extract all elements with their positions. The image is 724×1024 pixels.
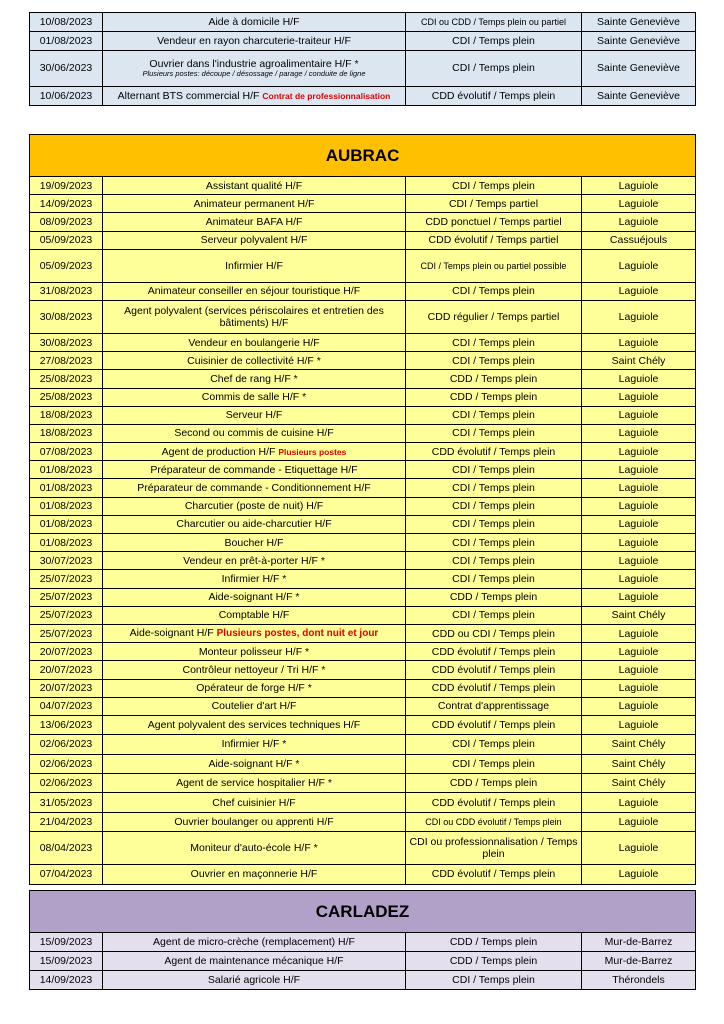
- table-row: [30, 534, 696, 552]
- contract-cell: CDI ou CDD évolutif / Temps plein: [406, 812, 582, 831]
- job-title: Vendeur en boulangerie H/F: [188, 336, 320, 349]
- location-cell: Laguiole: [582, 832, 696, 865]
- table-aubrac: [29, 134, 696, 885]
- job-cell: [103, 32, 406, 51]
- date-cell: 02/06/2023: [30, 754, 103, 773]
- contract-cell: CDI / Temps plein: [406, 515, 582, 533]
- table-body: [30, 891, 696, 990]
- location-cell: Sainte Geneviève: [582, 51, 696, 87]
- job-title: Animateur BAFA H/F: [205, 215, 303, 228]
- location-cell: Laguiole: [582, 515, 696, 533]
- job-cell: [103, 352, 406, 370]
- job-title: Serveur polyvalent H/F: [200, 234, 308, 247]
- location-cell: Laguiole: [582, 195, 696, 213]
- job-cell: [103, 971, 406, 990]
- date-cell: 30/08/2023: [30, 333, 103, 351]
- job-cell: [103, 87, 406, 106]
- job-highlight-note: Plusieurs postes: [278, 446, 347, 457]
- job-title: Ouvrier dans l'industrie agroalimentaire H/F *: [149, 58, 359, 71]
- date-cell: 30/08/2023: [30, 300, 103, 333]
- job-cell: [103, 249, 406, 282]
- contract-cell: CDI / Temps plein: [406, 735, 582, 754]
- date-cell: 20/07/2023: [30, 643, 103, 661]
- location-cell: Saint Chély: [582, 754, 696, 773]
- contract-cell: CDD évolutif / Temps plein: [406, 679, 582, 697]
- table-row: [30, 606, 696, 624]
- contract-cell: CDI ou CDD / Temps plein ou partiel: [406, 13, 582, 32]
- table-row: [30, 13, 696, 32]
- contract-cell: CDD / Temps plein: [406, 588, 582, 606]
- job-title: Agent de maintenance mécanique H/F: [164, 954, 344, 967]
- table-body: [30, 13, 696, 106]
- job-title: Animateur conseiller en séjour touristique H/F: [147, 285, 361, 298]
- table-row: [30, 812, 696, 831]
- table-row: [30, 282, 696, 300]
- date-cell: 25/07/2023: [30, 606, 103, 624]
- date-cell: 27/08/2023: [30, 352, 103, 370]
- contract-cell: CDI / Temps plein: [406, 497, 582, 515]
- table-row: [30, 793, 696, 812]
- contract-cell: CDD ou CDI / Temps plein: [406, 624, 582, 642]
- job-title: Charcutier ou aide-charcutier H/F: [176, 518, 332, 531]
- job-cell: [103, 479, 406, 497]
- contract-cell: CDI / Temps plein: [406, 32, 582, 51]
- job-title: Animateur permanent H/F: [193, 197, 315, 210]
- date-cell: 01/08/2023: [30, 497, 103, 515]
- contract-cell: CDD évolutif / Temps partiel: [406, 231, 582, 249]
- location-cell: Sainte Geneviève: [582, 32, 696, 51]
- contract-cell: CDI / Temps plein: [406, 534, 582, 552]
- date-cell: 02/06/2023: [30, 774, 103, 793]
- table-row: [30, 352, 696, 370]
- job-cell: [103, 793, 406, 812]
- job-cell: [103, 51, 406, 87]
- contract-cell: CDD / Temps plein: [406, 933, 582, 952]
- date-cell: 25/07/2023: [30, 570, 103, 588]
- date-cell: 25/07/2023: [30, 588, 103, 606]
- job-cell: [103, 443, 406, 461]
- contract-cell: CDD évolutif / Temps plein: [406, 87, 582, 106]
- date-cell: 01/08/2023: [30, 32, 103, 51]
- location-cell: Laguiole: [582, 213, 696, 231]
- location-cell: Saint Chély: [582, 774, 696, 793]
- location-cell: Laguiole: [582, 177, 696, 195]
- job-title: Assistant qualité H/F: [205, 179, 303, 192]
- job-title: Alternant BTS commercial H/F: [117, 89, 260, 102]
- contract-cell: CDD évolutif / Temps plein: [406, 443, 582, 461]
- date-cell: 01/08/2023: [30, 534, 103, 552]
- table-row: [30, 231, 696, 249]
- section-title: AUBRAC: [30, 135, 696, 177]
- date-cell: 25/07/2023: [30, 624, 103, 642]
- contract-cell: CDD / Temps plein: [406, 774, 582, 793]
- location-cell: Laguiole: [582, 661, 696, 679]
- job-cell: [103, 865, 406, 884]
- date-cell: 07/08/2023: [30, 443, 103, 461]
- contract-cell: CDD / Temps plein: [406, 388, 582, 406]
- location-cell: Laguiole: [582, 715, 696, 734]
- job-cell: [103, 424, 406, 442]
- job-highlight-note: Contrat de professionnalisation: [262, 90, 391, 101]
- contract-cell: CDI / Temps plein: [406, 424, 582, 442]
- contract-cell: CDD évolutif / Temps plein: [406, 715, 582, 734]
- table-sainte-genevieve: [29, 12, 696, 106]
- job-cell: [103, 195, 406, 213]
- table-row: [30, 952, 696, 971]
- job-title: Moniteur d'auto-école H/F *: [190, 842, 318, 855]
- job-title: Chef cuisinier H/F: [212, 796, 296, 809]
- table-row: [30, 588, 696, 606]
- location-cell: Laguiole: [582, 479, 696, 497]
- location-cell: Laguiole: [582, 300, 696, 333]
- date-cell: 15/09/2023: [30, 933, 103, 952]
- location-cell: Laguiole: [582, 406, 696, 424]
- contract-cell: CDD évolutif / Temps plein: [406, 643, 582, 661]
- job-title: Coutelier d'art H/F: [211, 700, 297, 713]
- job-title: Chef de rang H/F *: [210, 372, 298, 385]
- table-row: [30, 552, 696, 570]
- table-body: [30, 135, 696, 885]
- job-cell: [103, 406, 406, 424]
- job-cell: [103, 497, 406, 515]
- table-row: [30, 865, 696, 884]
- job-title: Agent polyvalent des services techniques H/F: [147, 719, 361, 732]
- contract-cell: CDD ponctuel / Temps partiel: [406, 213, 582, 231]
- date-cell: 05/09/2023: [30, 249, 103, 282]
- date-cell: 07/04/2023: [30, 865, 103, 884]
- job-cell: [103, 213, 406, 231]
- location-cell: Laguiole: [582, 812, 696, 831]
- table-row: [30, 87, 696, 106]
- location-cell: Cassuéjouls: [582, 231, 696, 249]
- job-title: Agent de micro-crèche (remplacement) H/F: [153, 935, 355, 948]
- table-carladez: [29, 890, 696, 990]
- location-cell: Mur-de-Barrez: [582, 952, 696, 971]
- location-cell: Laguiole: [582, 697, 696, 715]
- job-title: Vendeur en rayon charcuterie-traiteur H/F: [157, 34, 351, 47]
- contract-cell: CDI / Temps plein: [406, 570, 582, 588]
- contract-cell: CDD / Temps plein: [406, 370, 582, 388]
- job-cell: [103, 697, 406, 715]
- job-title: Salarié agricole H/F: [207, 973, 301, 986]
- job-cell: [103, 735, 406, 754]
- date-cell: 18/08/2023: [30, 406, 103, 424]
- date-cell: 19/09/2023: [30, 177, 103, 195]
- job-cell: [103, 754, 406, 773]
- table-row: [30, 933, 696, 952]
- job-cell: [103, 952, 406, 971]
- job-title: Infirmier H/F: [225, 259, 283, 272]
- date-cell: 25/08/2023: [30, 388, 103, 406]
- date-cell: 18/08/2023: [30, 424, 103, 442]
- job-title: Cuisinier de collectivité H/F *: [187, 354, 321, 367]
- date-cell: 01/08/2023: [30, 479, 103, 497]
- job-title: Ouvrier en maçonnerie H/F: [190, 868, 318, 881]
- location-cell: Laguiole: [582, 388, 696, 406]
- table-row: [30, 213, 696, 231]
- contract-cell: CDI / Temps partiel: [406, 195, 582, 213]
- job-title: Comptable H/F: [218, 609, 290, 622]
- location-cell: Laguiole: [582, 679, 696, 697]
- contract-cell: CDD évolutif / Temps plein: [406, 793, 582, 812]
- location-cell: Laguiole: [582, 497, 696, 515]
- date-cell: 31/05/2023: [30, 793, 103, 812]
- location-cell: Laguiole: [582, 643, 696, 661]
- location-cell: Thérondels: [582, 971, 696, 990]
- date-cell: 21/04/2023: [30, 812, 103, 831]
- job-title: Commis de salle H/F *: [201, 391, 307, 404]
- job-title: Aide-soignant H/F *: [208, 591, 300, 604]
- job-title: Aide-soignant H/F: [129, 627, 214, 640]
- date-cell: 20/07/2023: [30, 661, 103, 679]
- table-row: [30, 624, 696, 642]
- date-cell: 10/08/2023: [30, 13, 103, 32]
- job-title: Agent de production H/F: [161, 445, 276, 458]
- job-cell: [103, 606, 406, 624]
- job-cell: [103, 661, 406, 679]
- location-cell: Laguiole: [582, 461, 696, 479]
- job-subnote: Plusieurs postes: découpe / désossage / parage / conduite de ligne: [142, 69, 366, 79]
- location-cell: Mur-de-Barrez: [582, 933, 696, 952]
- date-cell: 25/08/2023: [30, 370, 103, 388]
- job-title: Préparateur de commande - Etiquettage H/F: [150, 463, 358, 476]
- job-cell: [103, 388, 406, 406]
- contract-cell: CDI / Temps plein: [406, 606, 582, 624]
- date-cell: 31/08/2023: [30, 282, 103, 300]
- job-cell: [103, 643, 406, 661]
- job-cell: [103, 515, 406, 533]
- job-title: Vendeur en prêt-à-porter H/F *: [183, 554, 325, 567]
- table-row: [30, 515, 696, 533]
- date-cell: 01/08/2023: [30, 515, 103, 533]
- table-row: [30, 697, 696, 715]
- job-cell: [103, 552, 406, 570]
- job-title: Boucher H/F: [224, 536, 284, 549]
- location-cell: Saint Chély: [582, 735, 696, 754]
- job-title: Aide-soignant H/F *: [208, 757, 300, 770]
- job-title: Opérateur de forge H/F *: [196, 682, 312, 695]
- contract-cell: CDD / Temps plein: [406, 952, 582, 971]
- table-row: [30, 177, 696, 195]
- contract-cell: CDI / Temps plein: [406, 754, 582, 773]
- location-cell: Laguiole: [582, 249, 696, 282]
- table-row: [30, 333, 696, 351]
- contract-cell: CDI / Temps plein: [406, 552, 582, 570]
- date-cell: 30/07/2023: [30, 552, 103, 570]
- table-row: [30, 643, 696, 661]
- table-row: [30, 774, 696, 793]
- job-title: Second ou commis de cuisine H/F: [174, 427, 334, 440]
- date-cell: 30/06/2023: [30, 51, 103, 87]
- job-cell: [103, 461, 406, 479]
- location-cell: Laguiole: [582, 552, 696, 570]
- contract-cell: CDI / Temps plein: [406, 282, 582, 300]
- job-cell: [103, 832, 406, 865]
- table-row: [30, 754, 696, 773]
- table-row: [30, 570, 696, 588]
- job-cell: [103, 13, 406, 32]
- location-cell: Laguiole: [582, 424, 696, 442]
- contract-cell: CDI / Temps plein: [406, 479, 582, 497]
- job-title: Infirmier H/F *: [221, 572, 287, 585]
- location-cell: Laguiole: [582, 793, 696, 812]
- job-cell: [103, 933, 406, 952]
- table-row: [30, 300, 696, 333]
- contract-cell: CDD régulier / Temps partiel: [406, 300, 582, 333]
- job-cell: [103, 624, 406, 642]
- date-cell: 05/09/2023: [30, 231, 103, 249]
- contract-cell: CDI / Temps plein: [406, 406, 582, 424]
- job-cell: [103, 679, 406, 697]
- table-row: [30, 971, 696, 990]
- location-cell: Laguiole: [582, 370, 696, 388]
- table-row: [30, 715, 696, 734]
- date-cell: 08/09/2023: [30, 213, 103, 231]
- job-cell: [103, 177, 406, 195]
- date-cell: 13/06/2023: [30, 715, 103, 734]
- location-cell: Laguiole: [582, 443, 696, 461]
- job-cell: [103, 812, 406, 831]
- contract-cell: CDI ou professionnalisation / Temps plein: [406, 832, 582, 865]
- table-row: [30, 679, 696, 697]
- job-title: Agent de service hospitalier H/F *: [176, 777, 332, 790]
- job-cell: [103, 570, 406, 588]
- location-cell: Laguiole: [582, 570, 696, 588]
- date-cell: 14/09/2023: [30, 195, 103, 213]
- job-cell: [103, 282, 406, 300]
- job-title: Aide à domicile H/F: [208, 15, 300, 28]
- table-row: [30, 661, 696, 679]
- table-row: [30, 443, 696, 461]
- job-cell: [103, 715, 406, 734]
- date-cell: 15/09/2023: [30, 952, 103, 971]
- job-cell: [103, 588, 406, 606]
- date-cell: 01/08/2023: [30, 461, 103, 479]
- job-highlight-note: Plusieurs postes, dont nuit et jour: [216, 628, 379, 640]
- job-cell: [103, 300, 406, 333]
- location-cell: Saint Chély: [582, 352, 696, 370]
- job-title: Agent polyvalent (services périscolaires et entretien des bâtiments) H/F: [124, 304, 384, 329]
- contract-cell: Contrat d'apprentissage: [406, 697, 582, 715]
- job-title: Monteur polisseur H/F *: [198, 645, 310, 658]
- table-row: [30, 32, 696, 51]
- job-title: Préparateur de commande - Conditionnement H/F: [137, 482, 371, 494]
- table-row: [30, 388, 696, 406]
- job-title: Charcutier (poste de nuit) H/F: [184, 500, 324, 513]
- contract-cell: CDI / Temps plein: [406, 177, 582, 195]
- contract-cell: CDI / Temps plein: [406, 971, 582, 990]
- contract-cell: CDI / Temps plein: [406, 352, 582, 370]
- table-row: [30, 735, 696, 754]
- table-row: [30, 832, 696, 865]
- contract-cell: CDI / Temps plein: [406, 461, 582, 479]
- table-row: [30, 461, 696, 479]
- job-title: Contrôleur nettoyeur / Tri H/F *: [182, 663, 326, 676]
- section-title: CARLADEZ: [30, 891, 696, 933]
- job-cell: [103, 333, 406, 351]
- date-cell: 10/06/2023: [30, 87, 103, 106]
- table-row: [30, 424, 696, 442]
- table-row: [30, 406, 696, 424]
- date-cell: 02/06/2023: [30, 735, 103, 754]
- location-cell: Laguiole: [582, 333, 696, 351]
- job-cell: [103, 231, 406, 249]
- location-cell: Sainte Geneviève: [582, 13, 696, 32]
- table-row: [30, 497, 696, 515]
- contract-cell: CDI / Temps plein ou partiel possible: [406, 249, 582, 282]
- contract-cell: CDD évolutif / Temps plein: [406, 865, 582, 884]
- location-cell: Laguiole: [582, 588, 696, 606]
- contract-cell: CDI / Temps plein: [406, 51, 582, 87]
- table-row: [30, 249, 696, 282]
- job-title: Ouvrier boulanger ou apprenti H/F: [174, 815, 334, 828]
- location-cell: Laguiole: [582, 534, 696, 552]
- contract-cell: CDD évolutif / Temps plein: [406, 661, 582, 679]
- job-title: Serveur H/F: [225, 409, 283, 422]
- location-cell: Laguiole: [582, 282, 696, 300]
- date-cell: 14/09/2023: [30, 971, 103, 990]
- job-cell: [103, 774, 406, 793]
- location-cell: Sainte Geneviève: [582, 87, 696, 106]
- date-cell: 08/04/2023: [30, 832, 103, 865]
- job-title: Infirmier H/F *: [221, 738, 287, 751]
- table-row: [30, 370, 696, 388]
- location-cell: Saint Chély: [582, 606, 696, 624]
- job-cell: [103, 370, 406, 388]
- contract-cell: CDI / Temps plein: [406, 333, 582, 351]
- location-cell: Laguiole: [582, 624, 696, 642]
- date-cell: 20/07/2023: [30, 679, 103, 697]
- date-cell: 04/07/2023: [30, 697, 103, 715]
- table-row: [30, 479, 696, 497]
- table-row: [30, 195, 696, 213]
- job-cell: [103, 534, 406, 552]
- table-row: [30, 51, 696, 87]
- location-cell: Laguiole: [582, 865, 696, 884]
